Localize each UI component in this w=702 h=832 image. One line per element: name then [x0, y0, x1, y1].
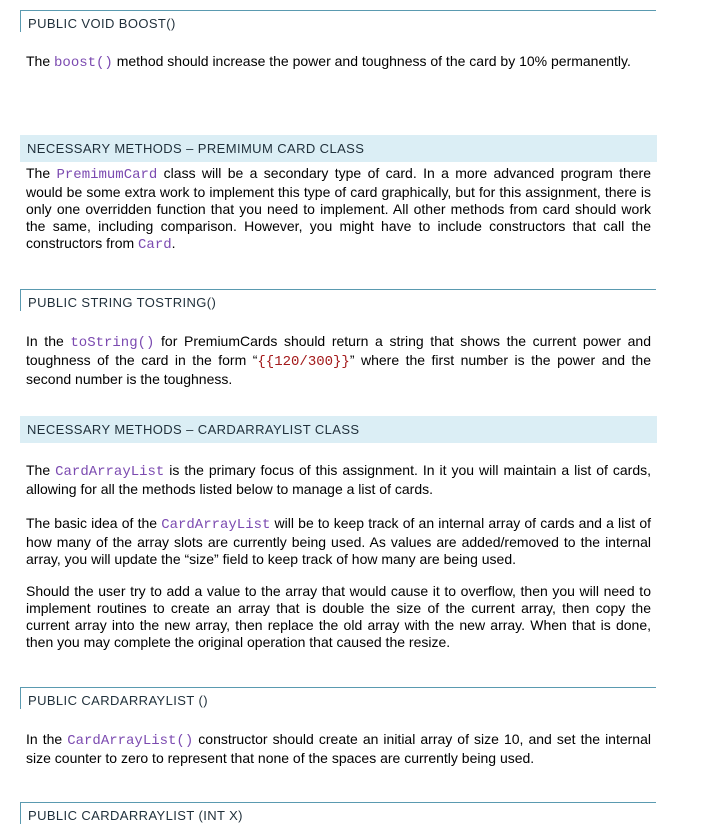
text: In the: [26, 333, 71, 349]
code-format: {{120/300}}: [257, 354, 350, 370]
text: constructor should create an initial array of size 10, and set the internal size counter to zero to represent that none of the spaces are currently being used.: [26, 731, 651, 766]
heading-boost: PUBLIC VOID BOOST(): [20, 10, 656, 32]
code-premimumcard: PremimumCard: [56, 167, 158, 183]
text: ” where the first number is the power and the second number is the toughness.: [26, 352, 651, 387]
code-cardarraylist: CardArrayList: [55, 464, 165, 480]
paragraph-tostring: [26, 333, 651, 388]
paragraph-cardarraylist-idea: [26, 515, 651, 568]
text: .: [171, 235, 176, 251]
paragraph-constructor: [26, 731, 651, 767]
text: method should increase the power and toughness of the card by 10% permanently.: [112, 53, 631, 69]
text: The basic idea of the: [26, 515, 162, 531]
heading-constructor-int: PUBLIC CARDARRAYLIST (INT X): [20, 802, 656, 824]
paragraph-premium-card: [26, 165, 651, 254]
code-boost: boost(): [54, 55, 113, 71]
text: The: [26, 53, 55, 69]
paragraph-cardarraylist-intro: [26, 462, 651, 498]
paragraph-cardarraylist-resize: Should the user try to add a value to the array that would cause it to overflow, then you will need to implement routines to create an array that is double the size of the current array, then copy the current array into the new array, then replace the old array with the new array. When that is done, then you may complete the original operation that caused the resize.: [26, 583, 651, 650]
text: for PremiumCards should return a string that shows the current power and toughness of the card in the form “: [26, 333, 651, 368]
code-cardarraylist: CardArrayList: [161, 517, 271, 533]
code-tostring: toString(): [70, 335, 155, 351]
code-card: Card: [138, 237, 172, 253]
code-cardarraylist-ctor: CardArrayList(): [67, 733, 194, 749]
text: class will be a secondary type of card. In a more advanced program there would be some extra work to implement this type of card graphically, but for this assignment, there is only one overridden function that you need to implement. All other methods from card should work the same, including comparison. However, you might have to include constructors that call the constructors from: [26, 165, 651, 251]
heading-constructor: PUBLIC CARDARRAYLIST (): [20, 687, 656, 709]
heading-cardarraylist-class: NECESSARY METHODS – CARDARRAYLIST CLASS: [20, 416, 657, 443]
heading-tostring: PUBLIC STRING TOSTRING(): [20, 289, 656, 311]
text: The: [26, 462, 56, 478]
text: In the: [26, 731, 68, 747]
paragraph-boost: [26, 53, 651, 72]
text: will be to keep track of an internal array of cards and a list of how many of the array slots are currently being used. As values are added/removed to the internal array, you will update the “size” field to keep track of how many are being used.: [26, 515, 651, 567]
heading-premium-card-class: NECESSARY METHODS – PREMIMUM CARD CLASS: [20, 135, 657, 162]
text: The: [26, 165, 57, 181]
text: is the primary focus of this assignment. In it you will maintain a list of cards, allowing for all the methods listed below to manage a list of cards.: [26, 462, 651, 497]
